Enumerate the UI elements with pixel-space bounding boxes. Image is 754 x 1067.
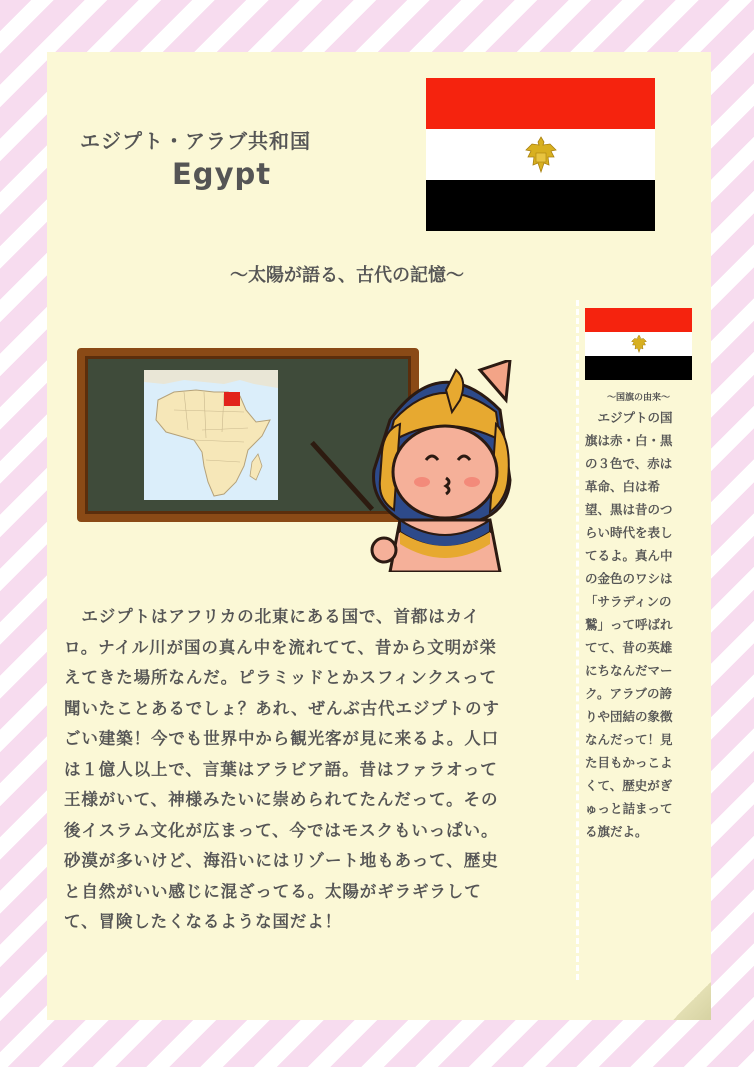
egypt-flag-large <box>426 78 655 231</box>
flag-red-band <box>426 78 655 129</box>
flag-white-band <box>585 332 692 356</box>
flag-black-band <box>426 180 655 231</box>
eagle-icon <box>630 334 648 354</box>
main-paragraph: エジプトはアフリカの北東にある国で、首都はカイ ロ。ナイル川が国の真ん中を流れてて、昔から文明が栄 えてきた場所なんだ。ピラミッドとかスフィンクスって 聞いたことあるでしょ？あれ、ぜんぶ古代エジプトのす ごい建築！今でも世界中から観光客が見に来るよ。人口 は１億人以上で、言葉はアラビア語。昔はファラオって 王様がいて、神様みたいに崇められてたんだって。その 後イスラム文化が広まって、今ではモスクもいっぱい。 砂漠が多いけど、海沿いにはリゾート地もあって、歴史 と自然がいい感じに混ざってる。太陽がギラギラして て、冒険したくなるような国だよ！ <box>64 607 500 931</box>
sidebar-text: エジプトの国 旗は赤・白・黒 の３色で、赤は 革命、白は希 望、黒は昔のつ らい時代を表し てるよ。真ん中 の金色のワシは 「サラディンの 鷲」って呼ばれ てて、昔の英雄 にちなんだマー ク。アラブの誇 りや団結の象徴 なんだって！見 た目もかっこよ くて、歴史がぎ ゅっと詰まって る旗だよ。 <box>585 410 673 839</box>
sidebar-heading: ～国旗の由来～ <box>606 393 670 403</box>
eagle-icon <box>524 135 558 175</box>
page-curl <box>673 982 711 1020</box>
dashed-divider <box>576 300 579 980</box>
flag-white-band <box>426 129 655 180</box>
egypt-flag-small <box>585 308 692 380</box>
flag-black-band <box>585 356 692 380</box>
pharaoh-cat-icon <box>360 360 520 572</box>
flag-red-band <box>585 308 692 332</box>
africa-map-icon <box>144 370 278 500</box>
page-title-japanese: エジプト・アラブ共和国 <box>80 129 311 153</box>
subtitle: ～太陽が語る、古代の記憶～ <box>230 265 464 286</box>
page-title-english: Egypt <box>172 157 272 191</box>
